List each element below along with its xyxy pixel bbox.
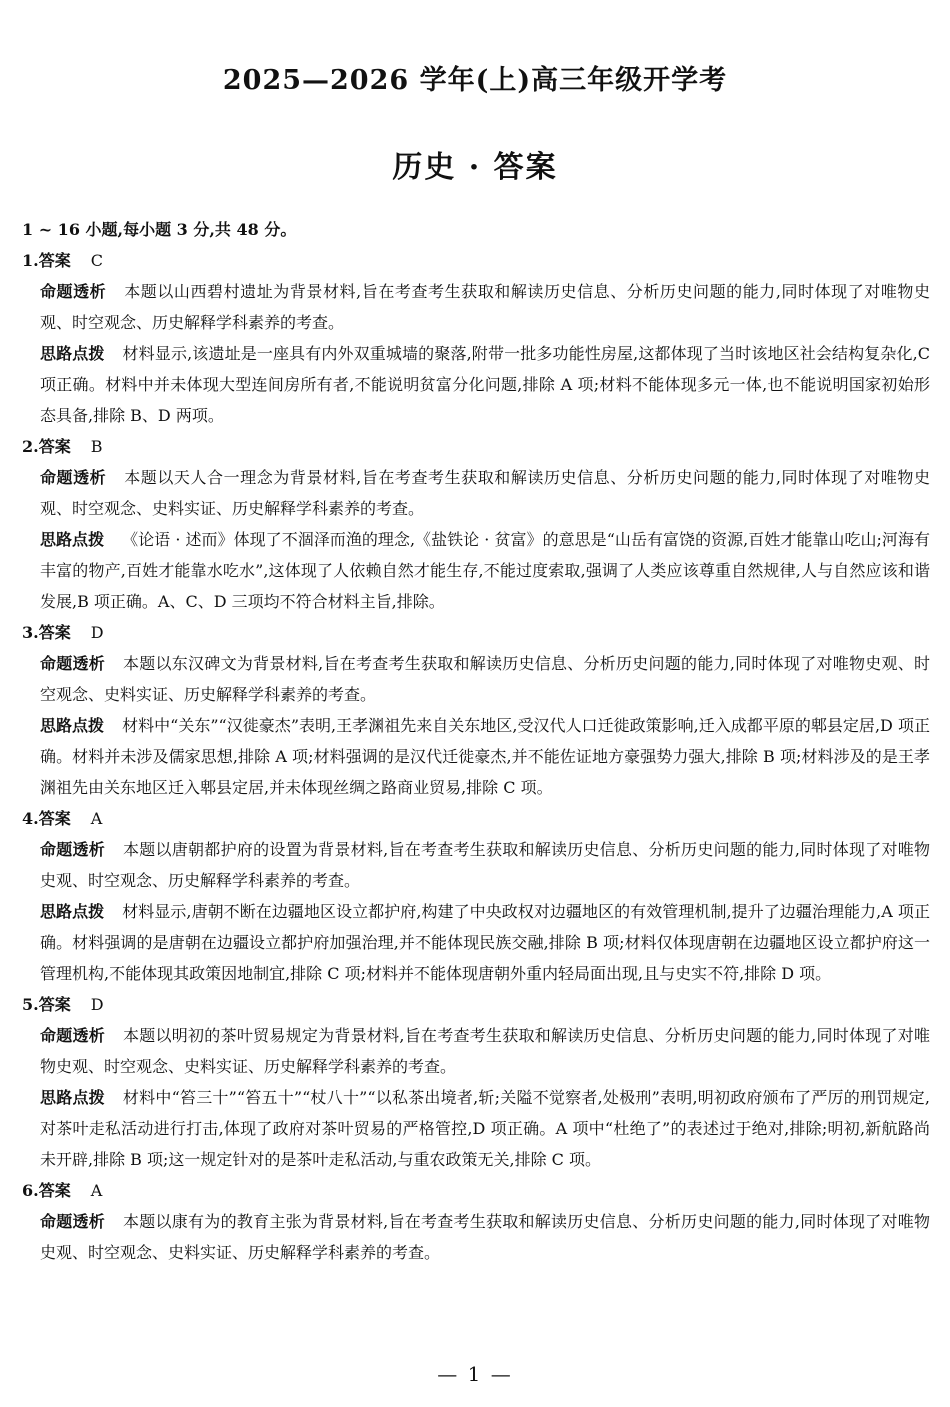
design-paragraph: [40, 648, 930, 710]
design-text: 本题以东汉碑文为背景材料,旨在考查考生获取和解读历史信息、分析历史问题的能力,同时体现了对唯物史观、时空观念、史料实证、历史解释学科素养的考查。: [40, 654, 930, 704]
question-header: [22, 245, 930, 276]
hint-text: 材料中“关东”“汉徙豪杰”表明,王孝渊祖先来自关东地区,受汉代人口迁徙政策影响,迁入成都平原的郫县定居,D 项正确。材料并未涉及儒家思想,排除 A 项;材料强调的是汉代迁徙豪杰,并不能佐证地方豪强势力强大,排除 B 项;材料涉及的是王孝渊祖先由关东地区迁入郫县定居,并未体现丝绸之路商业贸易,排除 C 项。: [40, 716, 930, 797]
question-header: [22, 803, 930, 834]
hint-text: 材料中“笞三十”“笞五十”“杖八十”“以私茶出境者,斩;关隘不觉察者,处极刑”表明,明初政府颁布了严厉的刑罚规定,对茶叶走私活动进行打击,体现了政府对茶叶贸易的严格管控,D 项正确。A 项中“杜绝了”的表述过于绝对,排除;明初,新航路尚未开辟,排除 B 项;这一规定针对的是茶叶走私活动,与重农政策无关,排除 C 项。: [40, 1088, 930, 1169]
answer-value: D: [90, 995, 104, 1014]
question-6: [22, 1175, 930, 1268]
answer-value: D: [90, 623, 104, 642]
hint-label: 思路点拨: [40, 1088, 105, 1107]
answer-label: 答案: [38, 995, 71, 1014]
hint-paragraph: [40, 1082, 930, 1175]
design-text: 本题以山西碧村遗址为背景材料,旨在考查考生获取和解读历史信息、分析历史问题的能力,同时体现了对唯物史观、时空观念、历史解释学科素养的考查。: [40, 282, 930, 332]
answer-label: 答案: [38, 437, 71, 456]
question-header: [22, 989, 930, 1020]
answer-content: [22, 214, 930, 1268]
question-number: 4.: [22, 809, 39, 828]
question-header: [22, 431, 930, 462]
question-number: 6.: [22, 1181, 39, 1200]
scoring-intro: 1 ~ 16 小题,每小题 3 分,共 48 分。: [22, 220, 297, 239]
answer-value: B: [90, 437, 103, 456]
question-3: [22, 617, 930, 803]
question-4: [22, 803, 930, 989]
question-header: [22, 617, 930, 648]
answer-value: A: [90, 809, 103, 828]
design-label: 命题透析: [40, 840, 106, 859]
hint-label: 思路点拨: [40, 530, 105, 549]
hint-paragraph: [40, 524, 930, 617]
design-paragraph: [40, 1020, 930, 1082]
design-text: 本题以唐朝都护府的设置为背景材料,旨在考查考生获取和解读历史信息、分析历史问题的能力,同时体现了对唯物史观、时空观念、历史解释学科素养的考查。: [40, 840, 930, 890]
answer-label: 答案: [38, 809, 71, 828]
hint-text: 材料显示,唐朝不断在边疆地区设立都护府,构建了中央政权对边疆地区的有效管理机制,提升了边疆治理能力,A 项正确。材料强调的是唐朝在边疆设立都护府加强治理,并不能体现民族交融,排除 B 项;材料仅体现唐朝在边疆地区设立都护府这一管理机构,不能体现其政策因地制宜,排除 C 项;材料并不能体现唐朝外重内轻局面出现,且与史实不符,排除 D 项。: [40, 902, 930, 983]
question-number: 1.: [22, 251, 39, 270]
hint-paragraph: [40, 710, 930, 803]
hint-label: 思路点拨: [40, 902, 105, 921]
question-header: [22, 1175, 930, 1206]
answer-label: 答案: [38, 251, 71, 270]
design-text: 本题以明初的茶叶贸易规定为背景材料,旨在考查考生获取和解读历史信息、分析历史问题的能力,同时体现了对唯物史观、时空观念、史料实证、历史解释学科素养的考查。: [40, 1026, 930, 1076]
question-2: [22, 431, 930, 617]
design-label: 命题透析: [40, 654, 106, 673]
question-number: 3.: [22, 623, 39, 642]
answer-label: 答案: [38, 1181, 71, 1200]
answer-value: A: [90, 1181, 103, 1200]
hint-label: 思路点拨: [40, 716, 105, 735]
question-number: 5.: [22, 995, 39, 1014]
design-label: 命题透析: [40, 468, 107, 487]
design-paragraph: [40, 462, 930, 524]
design-label: 命题透析: [40, 1212, 106, 1231]
hint-paragraph: [40, 338, 930, 431]
hint-text: 材料显示,该遗址是一座具有内外双重城墙的聚落,附带一批多功能性房屋,这都体现了当时该地区社会结构复杂化,C 项正确。材料中并未体现大型连间房所有者,不能说明贫富分化问题,排除 A 项;材料不能体现多元一体,也不能说明国家初始形态具备,排除 B、D 两项。: [40, 344, 930, 425]
hint-paragraph: [40, 896, 930, 989]
question-number: 2.: [22, 437, 39, 456]
page-number: — 1 —: [437, 1362, 513, 1386]
question-1: [22, 245, 930, 431]
design-text: 本题以天人合一理念为背景材料,旨在考查考生获取和解读历史信息、分析历史问题的能力,同时体现了对唯物史观、时空观念、史料实证、历史解释学科素养的考查。: [40, 468, 930, 518]
exam-title: 2025—2026 学年(上)高三年级开学考: [222, 65, 728, 96]
design-text: 本题以康有为的教育主张为背景材料,旨在考查考生获取和解读历史信息、分析历史问题的能力,同时体现了对唯物史观、时空观念、史料实证、历史解释学科素养的考查。: [40, 1212, 930, 1262]
design-paragraph: [40, 1206, 930, 1268]
design-label: 命题透析: [40, 1026, 106, 1045]
question-5: [22, 989, 930, 1175]
hint-label: 思路点拨: [40, 344, 105, 363]
answer-value: C: [90, 251, 103, 270]
answer-label: 答案: [38, 623, 71, 642]
design-paragraph: [40, 834, 930, 896]
design-paragraph: [40, 276, 930, 338]
hint-text: 《论语 · 述而》体现了不涸泽而渔的理念,《盐铁论 · 贫富》的意思是“山岳有富饶的资源,百姓才能靠山吃山;河海有丰富的物产,百姓才能靠水吃水”,这体现了人依赖自然才能生存,不能过度索取,强调了人类应该尊重自然规律,人与自然应该和谐发展,B 项正确。A、C、D 三项均不符合材料主旨,排除。: [40, 530, 930, 611]
subject-title: 历史 · 答案: [392, 150, 558, 185]
design-label: 命题透析: [40, 282, 107, 301]
